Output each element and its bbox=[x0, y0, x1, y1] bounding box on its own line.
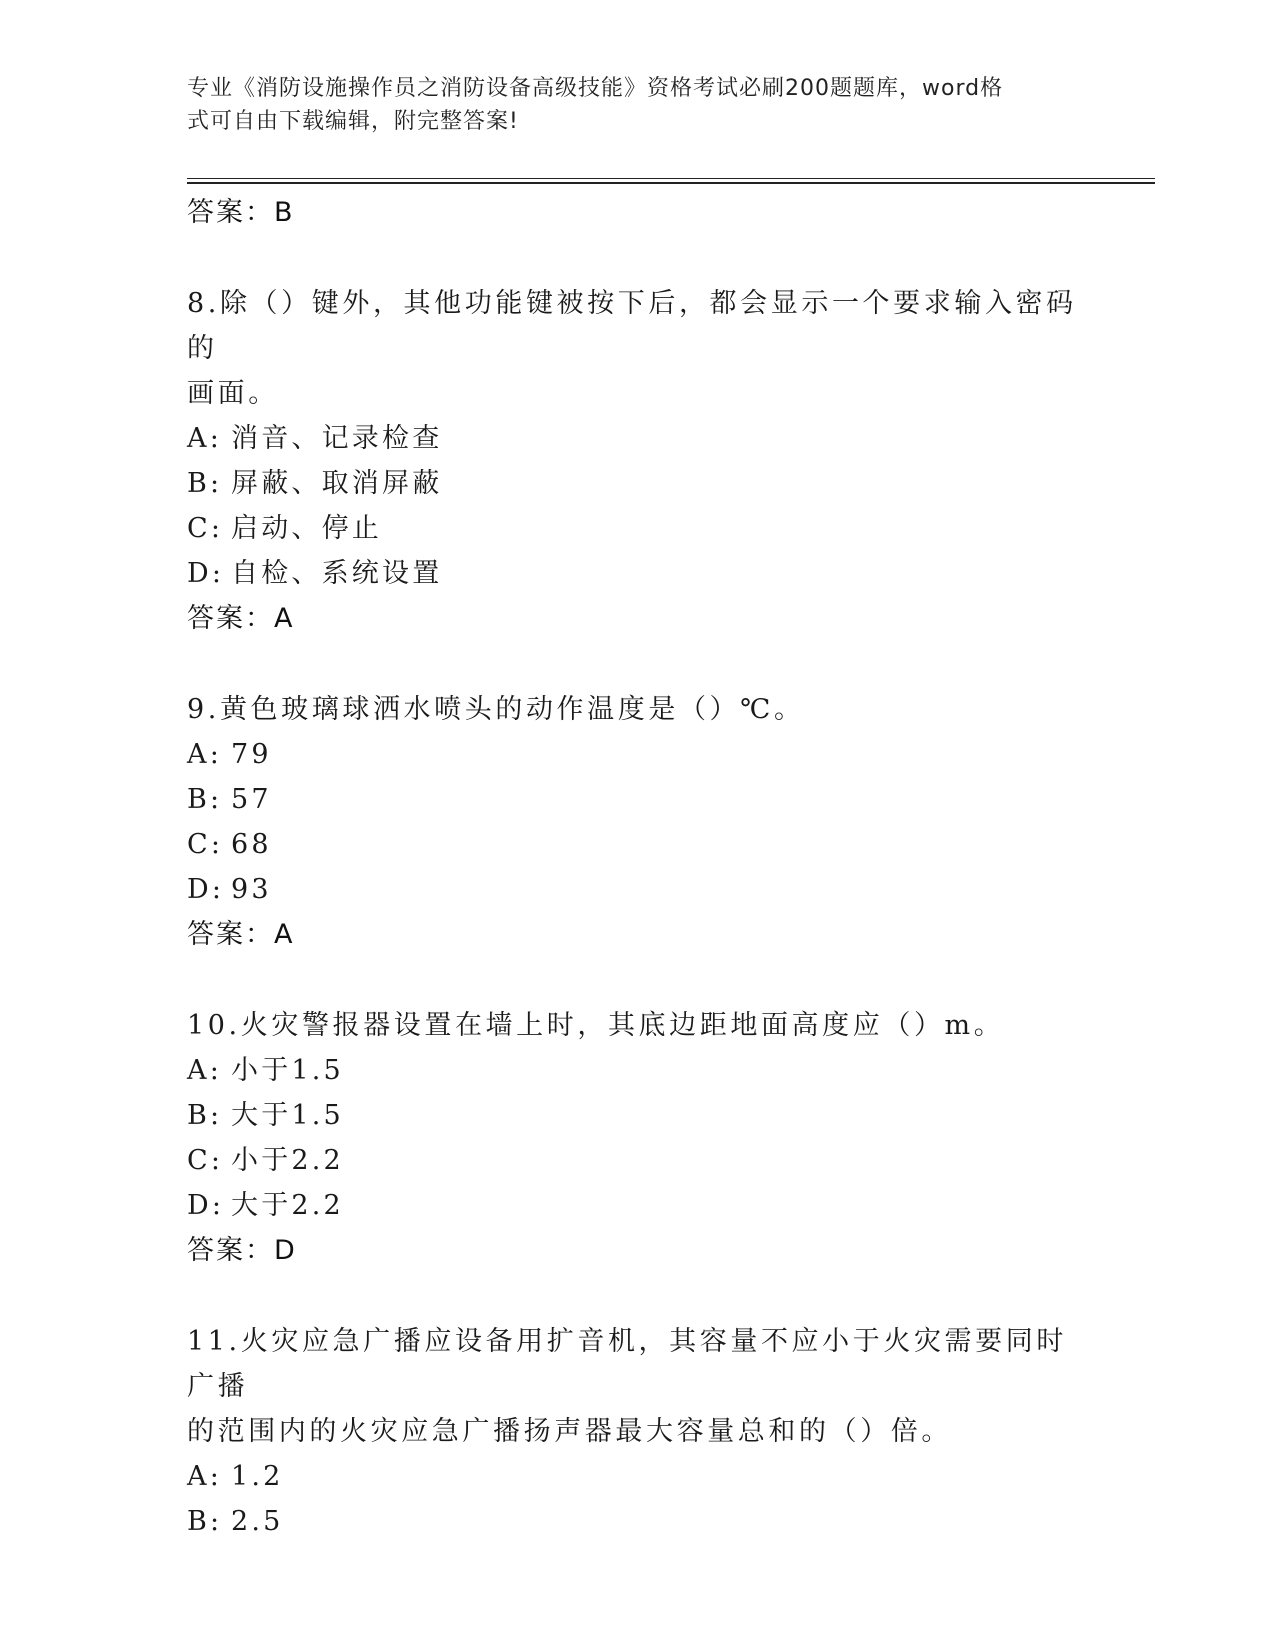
question-line: 的范围内的火灾应急广播扬声器最大容量总和的（）倍。 bbox=[187, 1416, 952, 1447]
question-line: 10.火灾警报器设置在墙上时，其底边距地面高度应（）m。 bbox=[187, 1010, 1005, 1041]
spacer bbox=[187, 958, 1087, 1003]
question-line: 9.黄色玻璃球洒水喷头的动作温度是（）℃。 bbox=[187, 694, 805, 725]
option-key: B: bbox=[187, 1506, 223, 1537]
option-a bbox=[187, 1048, 1087, 1093]
question-text bbox=[187, 1319, 1087, 1454]
option-text: 57 bbox=[231, 784, 272, 815]
option-c bbox=[187, 1138, 1087, 1183]
answer-label: 答案： bbox=[187, 919, 274, 950]
option-text: 1.2 bbox=[231, 1461, 284, 1492]
answer-value: D bbox=[274, 1235, 296, 1266]
question-text bbox=[187, 687, 1087, 732]
spacer bbox=[187, 236, 1087, 281]
option-key: A: bbox=[187, 1055, 222, 1086]
option-key: C: bbox=[187, 513, 224, 544]
spacer bbox=[187, 1274, 1087, 1319]
question-text bbox=[187, 1003, 1087, 1048]
answer-label: 答案： bbox=[187, 603, 274, 634]
document-header bbox=[187, 72, 1067, 138]
answer-line bbox=[187, 190, 1087, 236]
answer-value: B bbox=[274, 197, 294, 228]
option-c bbox=[187, 822, 1087, 867]
question-line: 11.火灾应急广播应设备用扩音机，其容量不应小于火灾需要同时广播 bbox=[187, 1326, 1067, 1402]
question-11 bbox=[187, 1319, 1087, 1544]
header-divider-thin bbox=[187, 178, 1155, 179]
option-text: 消音、记录检查 bbox=[231, 423, 443, 454]
question-list bbox=[187, 190, 1087, 1544]
option-d bbox=[187, 551, 1087, 596]
option-text: 79 bbox=[231, 739, 272, 770]
option-key: D: bbox=[187, 874, 225, 905]
answer-label: 答案： bbox=[187, 197, 274, 228]
answer-line bbox=[187, 596, 1087, 642]
option-text: 小于1.5 bbox=[231, 1055, 344, 1086]
header-line-1: 专业《消防设施操作员之消防设备高级技能》资格考试必刷200题题库，word格 bbox=[187, 76, 1004, 101]
option-text: 自检、系统设置 bbox=[231, 558, 443, 589]
option-a bbox=[187, 732, 1087, 777]
question-10 bbox=[187, 1003, 1087, 1274]
option-key: B: bbox=[187, 1100, 223, 1131]
question-line: 8.除（）键外，其他功能键被按下后，都会显示一个要求输入密码的 bbox=[187, 288, 1077, 364]
question-line: 画面。 bbox=[187, 378, 279, 409]
answer-value: A bbox=[274, 603, 294, 634]
question-9 bbox=[187, 687, 1087, 958]
header-divider-thick bbox=[187, 182, 1155, 184]
option-text: 93 bbox=[231, 874, 272, 905]
question-8 bbox=[187, 281, 1087, 642]
option-text: 68 bbox=[231, 829, 272, 860]
option-key: A: bbox=[187, 423, 222, 454]
option-key: C: bbox=[187, 829, 224, 860]
option-key: B: bbox=[187, 784, 223, 815]
option-b bbox=[187, 1499, 1087, 1544]
answer-line bbox=[187, 912, 1087, 958]
answer-value: A bbox=[274, 919, 294, 950]
option-key: D: bbox=[187, 558, 225, 589]
option-b bbox=[187, 461, 1087, 506]
option-text: 屏蔽、取消屏蔽 bbox=[231, 468, 443, 499]
option-key: A: bbox=[187, 1461, 222, 1492]
option-text: 2.5 bbox=[231, 1506, 284, 1537]
option-key: B: bbox=[187, 468, 223, 499]
option-text: 大于2.2 bbox=[231, 1190, 344, 1221]
option-text: 小于2.2 bbox=[231, 1145, 344, 1176]
answer-line bbox=[187, 1228, 1087, 1274]
option-b bbox=[187, 1093, 1087, 1138]
option-key: C: bbox=[187, 1145, 224, 1176]
header-line-2: 式可自由下载编辑，附完整答案! bbox=[187, 109, 519, 134]
answer-label: 答案： bbox=[187, 1235, 274, 1266]
option-b bbox=[187, 777, 1087, 822]
spacer bbox=[187, 642, 1087, 687]
option-text: 大于1.5 bbox=[231, 1100, 344, 1131]
option-a bbox=[187, 416, 1087, 461]
option-key: A: bbox=[187, 739, 222, 770]
option-c bbox=[187, 506, 1087, 551]
option-d bbox=[187, 1183, 1087, 1228]
option-d bbox=[187, 867, 1087, 912]
question-text bbox=[187, 281, 1087, 416]
option-key: D: bbox=[187, 1190, 225, 1221]
option-a bbox=[187, 1454, 1087, 1499]
option-text: 启动、停止 bbox=[231, 513, 382, 544]
